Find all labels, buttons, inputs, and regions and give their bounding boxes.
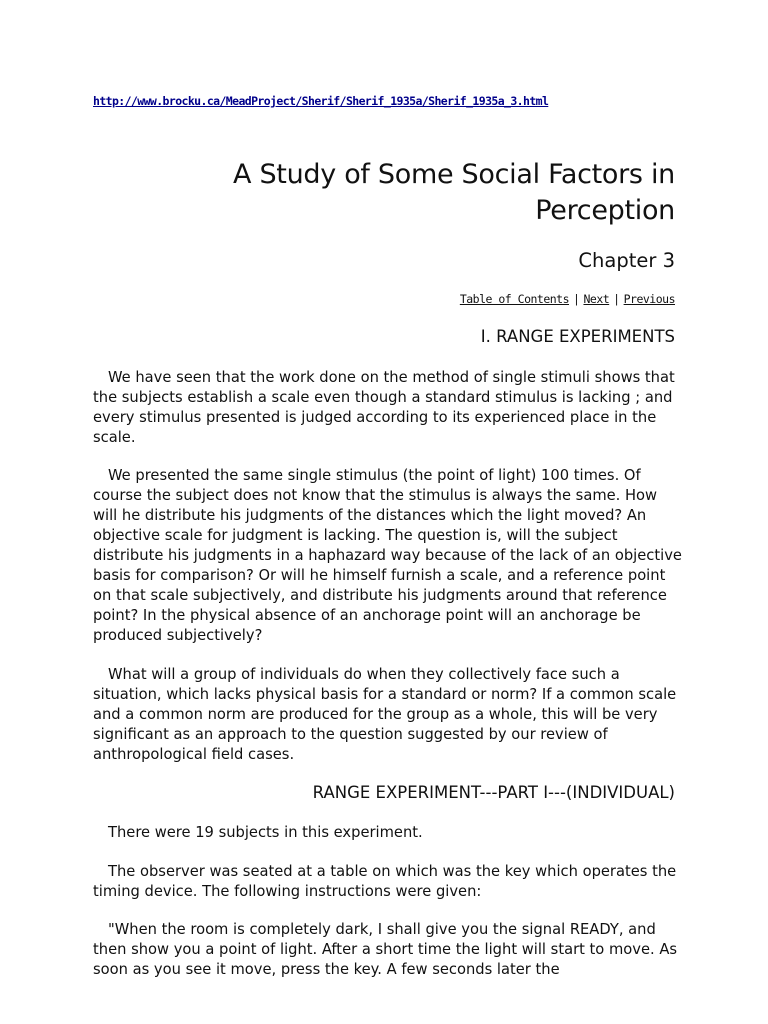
section-heading-range-experiments: I. RANGE EXPERIMENTS <box>480 327 675 346</box>
document-title: A Study of Some Social Factors in Perception <box>233 159 675 226</box>
nav-separator: | <box>573 292 580 306</box>
paragraph: The observer was seated at a table on which was the key which operates the timing device. The following instructions were given: <box>93 863 677 900</box>
document-page <box>93 0 682 1024</box>
nav-separator: | <box>613 292 620 306</box>
previous-link[interactable]: Previous <box>623 292 675 306</box>
table-of-contents-link[interactable]: Table of Contents <box>459 292 570 306</box>
chapter-heading: Chapter 3 <box>578 249 675 272</box>
paragraph: What will a group of individuals do when they collectively face such a situation, which lacks physical basis for a standard or norm? If a common scale and a common norm are produced for the group as a whole, this will be very significant as an approach to the question suggested by our review of anthropological field cases. <box>93 666 677 763</box>
paragraph: We have seen that the work done on the method of single stimuli shows that the subjects establish a scale even though a standard stimulus is lacking ; and every stimulus presented is judged according to its experienced place in the scale. <box>93 369 675 446</box>
paragraph: "When the room is completely dark, I shall give you the signal READY, and then show you a point of light. After a short time the light will start to move. As soon as you see it move, press the key. A few seconds later the <box>93 921 678 978</box>
paragraph: There were 19 subjects in this experiment. <box>108 824 423 841</box>
next-link[interactable]: Next <box>583 292 610 306</box>
section-heading-part-1: RANGE EXPERIMENT---PART I---(INDIVIDUAL) <box>312 783 675 802</box>
paragraph: We presented the same single stimulus (the point of light) 100 times. Of course the subject does not know that the stimulus is always the same. How will he distribute his judgments of the distances which the light moved? An objective scale for judgment is lacking. The question is, will the subject distribute his judgments in a haphazard way because of the lack of an objective basis for comparison? Or will he himself furnish a scale, and a reference point on that scale subjectively, and distribute his judgments around that reference point? In the physical absence of an anchorage point will an anchorage be produced subjectively? <box>93 467 682 644</box>
chapter-navigation <box>460 292 675 306</box>
source-url-link[interactable]: http://www.brocku.ca/MeadProject/Sherif/Sherif_1935a/Sherif_1935a_3.html <box>93 94 549 108</box>
